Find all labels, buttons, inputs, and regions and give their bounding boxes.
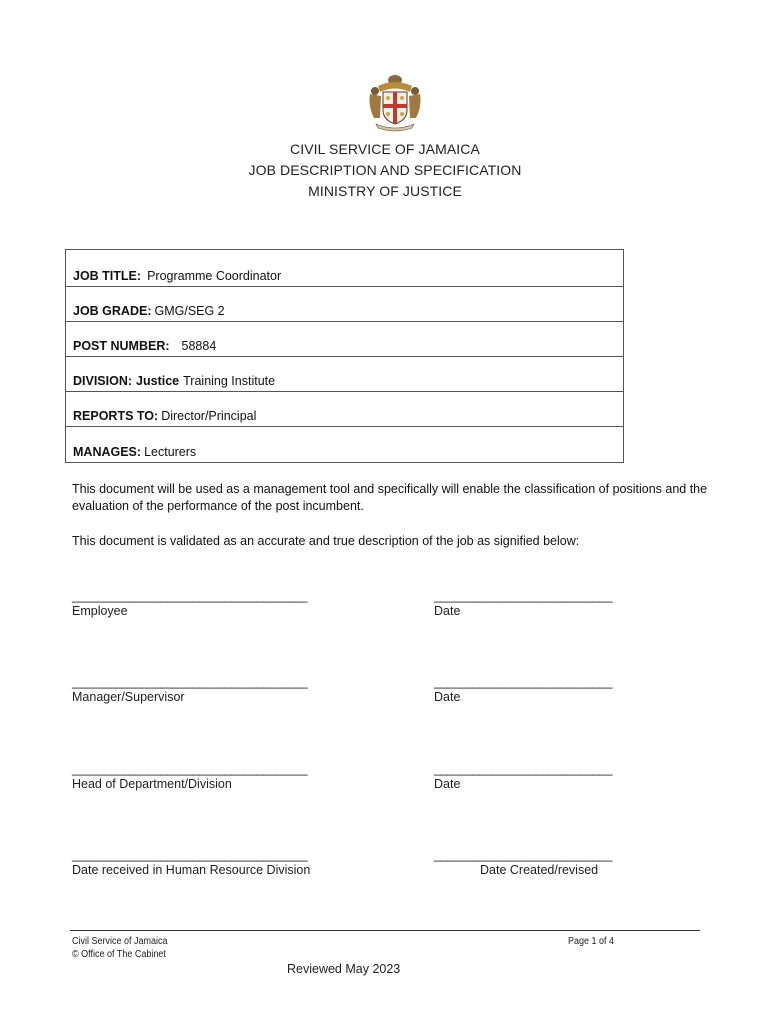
division-value: Training Institute [183, 374, 276, 388]
footer-copyright: © Office of The Cabinet [72, 949, 166, 960]
purpose-paragraph: This document will be used as a management tool and specifically will enable the classification of positions and the evaluation of the performance of the post incumbent. [72, 482, 708, 513]
manages-value: Lecturers [144, 445, 197, 459]
reports-to-row [66, 392, 623, 427]
job-title-row [66, 250, 623, 287]
footer-divider [70, 930, 700, 931]
head-date-label: Date [434, 777, 461, 791]
employee-date-line: ____________________________ [434, 589, 612, 603]
date-created-line: ____________________________ [434, 848, 612, 862]
division-bold-value: Justice [136, 374, 180, 388]
post-number-value: 58884 [181, 339, 217, 353]
job-grade-label: JOB GRADE: [73, 304, 152, 318]
heading-line-1: CIVIL SERVICE OF JAMAICA [290, 141, 480, 157]
job-title-value: Programme Coordinator [147, 269, 282, 283]
reports-to-label: REPORTS TO: [73, 409, 159, 423]
head-label: Head of Department/Division [72, 777, 232, 791]
manager-date-line: ____________________________ [434, 675, 612, 689]
head-date-line: ____________________________ [434, 762, 612, 776]
division-label: DIVISION: [73, 374, 133, 388]
manager-signature-line: _____________________________________ [72, 675, 308, 689]
division-row [66, 357, 623, 392]
hr-received-label: Date received in Human Resource Division [72, 863, 311, 877]
heading-line-3: MINISTRY OF JUSTICE [308, 183, 462, 199]
manager-date-label: Date [434, 690, 461, 704]
job-info-table [65, 249, 624, 463]
hr-received-line: _____________________________________ [72, 848, 308, 862]
reports-to-value: Director/Principal [161, 409, 257, 423]
job-grade-row [66, 287, 623, 322]
manages-label: MANAGES: [73, 445, 142, 459]
document-heading [0, 139, 770, 202]
footer-org: Civil Service of Jamaica [72, 936, 168, 947]
post-number-row [66, 322, 623, 357]
employee-signature-line: _____________________________________ [72, 589, 308, 603]
reviewed-date: Reviewed May 2023 [287, 962, 401, 976]
footer-page-number: Page 1 of 4 [568, 936, 615, 947]
heading-line-2: JOB DESCRIPTION AND SPECIFICATION [248, 162, 522, 178]
job-grade-value: GMG/SEG 2 [154, 304, 225, 318]
employee-date-label: Date [434, 604, 461, 618]
manager-label: Manager/Supervisor [72, 690, 185, 704]
validation-paragraph: This document is validated as an accurate and true description of the job as signified below: [72, 534, 580, 548]
coat-of-arms-icon [364, 70, 426, 132]
post-number-label: POST NUMBER: [73, 339, 170, 353]
date-created-label: Date Created/revised [480, 863, 599, 877]
manages-row [66, 427, 623, 462]
employee-label: Employee [72, 604, 128, 618]
head-signature-line: _____________________________________ [72, 762, 308, 776]
job-title-label: JOB TITLE: [73, 269, 142, 283]
